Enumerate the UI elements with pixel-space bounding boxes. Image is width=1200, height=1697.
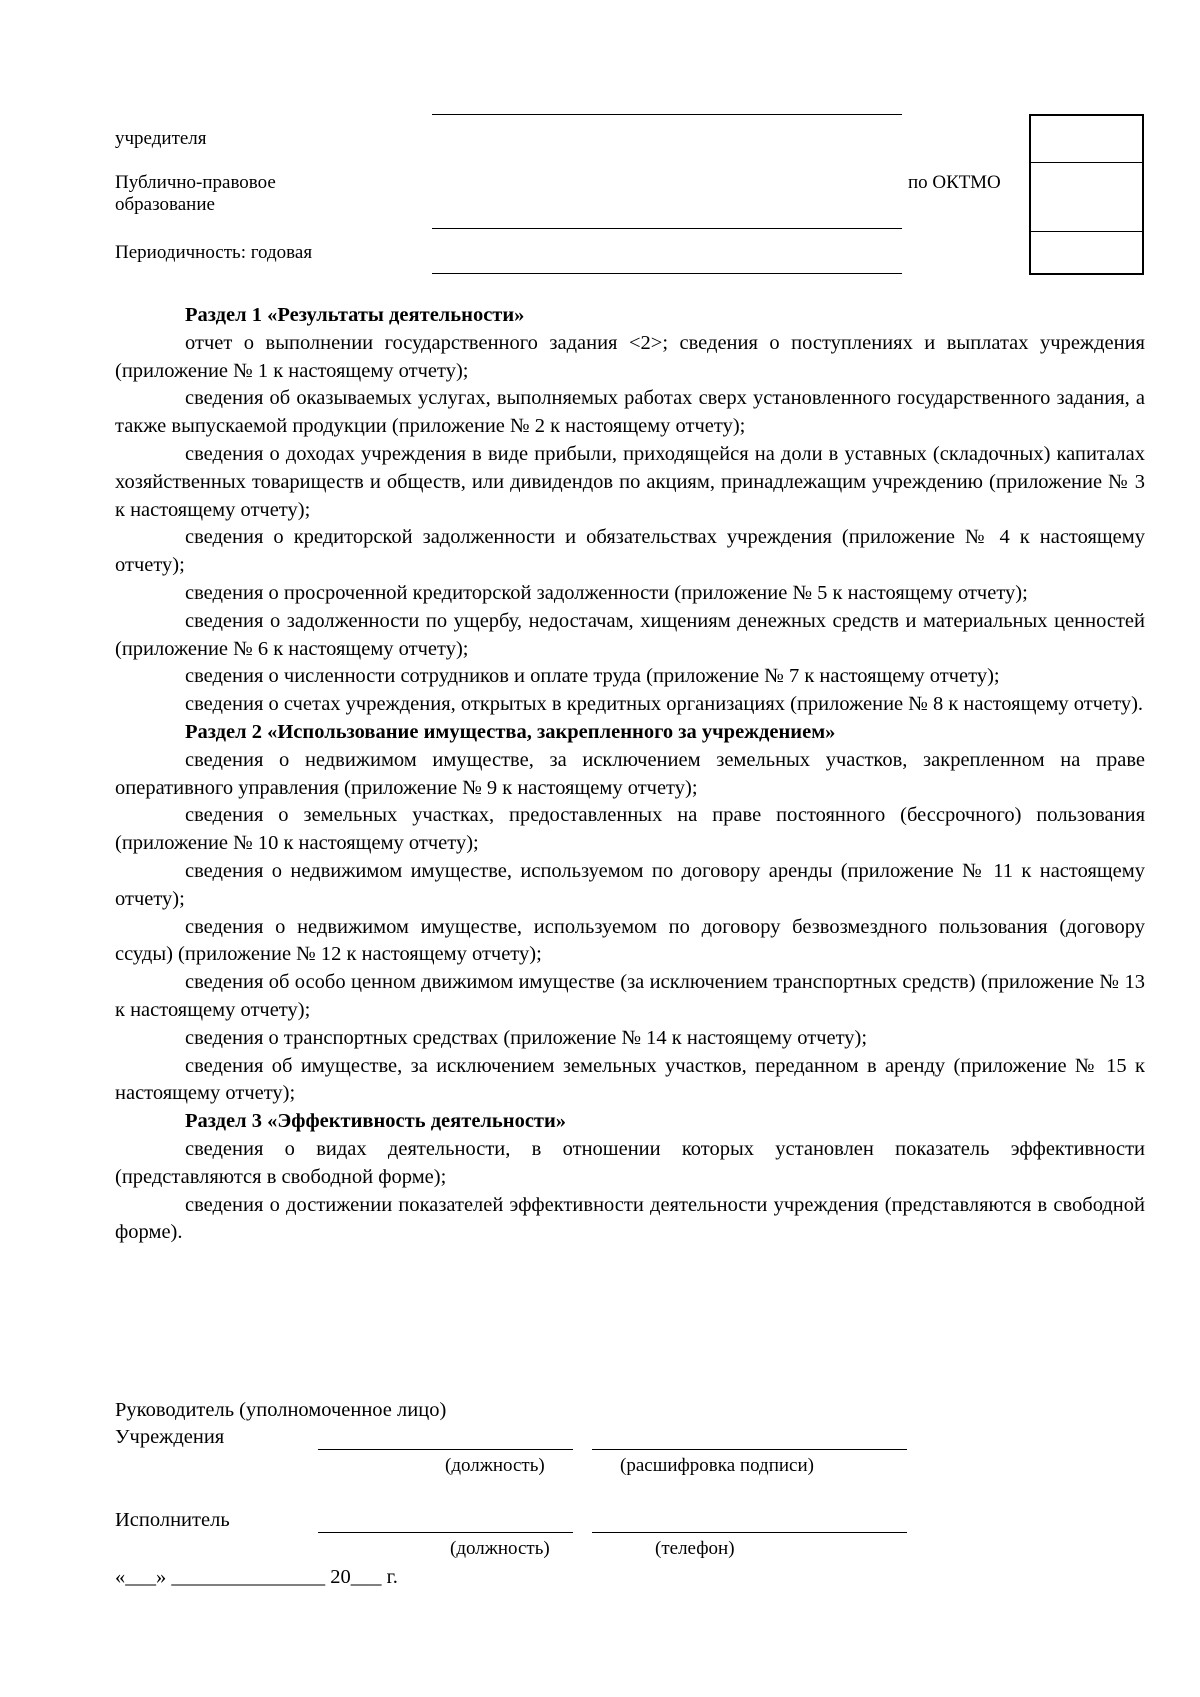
section-2-item: сведения о транспортных средствах (приложение № 14 к настоящему отчету);	[185, 1026, 868, 1049]
head-signature-line	[592, 1449, 907, 1450]
founder-label: учредителя	[115, 128, 207, 149]
section-1-item: сведения о численности сотрудников и оплате труда (приложение № 7 к настоящему отчету);	[185, 665, 1000, 688]
section-2-item: сведения об особо ценном движимом имуществе (за исключением транспортных средств) (приложение № 13 к настоящему отчету);	[115, 971, 1145, 1021]
executor-position-line	[318, 1532, 573, 1533]
head-label-line2: Учреждения	[115, 1426, 225, 1448]
public-entity-label-line2: образование	[115, 194, 215, 215]
section-1-item: сведения об оказываемых услугах, выполняемых работах сверх установленного государственного задания, а также выпускаемой продукции (приложение № 2 к настоящему отчету);	[115, 387, 1145, 438]
head-label-line1: Руководитель (уполномоченное лицо)	[115, 1399, 447, 1421]
section-2-item: сведения о недвижимом имуществе, за исключением земельных участков, закрепленном на праве оперативного управления (приложение № 9 к настоящему отчету);	[115, 748, 1145, 799]
public-entity-line	[432, 228, 902, 229]
head-position-caption: (должность)	[445, 1455, 545, 1476]
report-body	[115, 302, 1145, 1247]
executor-phone-caption: (телефон)	[655, 1538, 735, 1559]
section-1-item: сведения о просроченной кредиторской задолженности (приложение № 5 к настоящему отчету);	[185, 581, 1028, 604]
section-1-item: сведения о счетах учреждения, открытых в кредитных организациях (приложение № 8 к настоящему отчету).	[185, 693, 1144, 716]
periodicity-label: Периодичность: годовая	[115, 242, 313, 263]
executor-label: Исполнитель	[115, 1509, 230, 1531]
executor-phone-line	[592, 1532, 907, 1533]
section-1-item: отчет о выполнении государственного задания <2>; сведения о поступлениях и выплатах учреждения (приложение № 1 к настоящему отчету);	[115, 331, 1145, 382]
oktmo-label: по ОКТМО	[908, 172, 1001, 193]
section-3-item: сведения о видах деятельности, в отношении которых установлен показатель эффективности (представляются в свободной форме);	[115, 1137, 1145, 1188]
section-3-title: Раздел 3 «Эффективность деятельности»	[185, 1110, 567, 1133]
executor-position-caption: (должность)	[450, 1538, 550, 1559]
section-2-item: сведения об имуществе, за исключением земельных участков, переданном в аренду (приложение № 15 к настоящему отчету);	[115, 1054, 1145, 1105]
section-1-title: Раздел 1 «Результаты деятельности»	[185, 304, 525, 326]
section-2-title: Раздел 2 «Использование имущества, закрепленного за учреждением»	[185, 720, 836, 743]
code-cell-founder	[1031, 116, 1142, 163]
head-position-line	[318, 1449, 573, 1450]
section-3-item: сведения о достижении показателей эффективности деятельности учреждения (представляются в свободной форме).	[115, 1193, 1145, 1244]
head-signature-caption: (расшифровка подписи)	[620, 1455, 814, 1476]
section-2-item: сведения о недвижимом имуществе, используемом по договору безвозмездного пользования (договору ссуды) (приложение № 12 к настоящему отчету);	[115, 915, 1145, 966]
founder-line	[432, 114, 902, 115]
public-entity-label	[115, 172, 276, 216]
section-1-item: сведения о кредиторской задолженности и обязательствах учреждения (приложение № 4 к настоящему отчету);	[115, 526, 1145, 577]
section-2-item: сведения о недвижимом имуществе, используемом по договору аренды (приложение № 11 к настоящему отчету);	[115, 859, 1145, 910]
date-line: «___» _______________ 20___ г.	[115, 1566, 398, 1588]
section-2-item: сведения о земельных участках, предоставленных на праве постоянного (бессрочного) пользования (приложение № 10 к настоящему отчету);	[115, 804, 1145, 855]
code-cell-oktmo	[1031, 163, 1142, 232]
code-box	[1029, 114, 1144, 275]
periodicity-line	[432, 273, 902, 274]
section-1-item: сведения о задолженности по ущербу, недостачам, хищениям денежных средств и материальных ценностей (приложение № 6 к настоящему отчету);	[115, 609, 1145, 660]
public-entity-label-line1: Публично-правовое	[115, 172, 276, 193]
code-cell-periodicity	[1031, 232, 1142, 273]
section-1-item: сведения о доходах учреждения в виде прибыли, приходящейся на доли в уставных (складочных) капиталах хозяйственных товариществ и обществ, или дивидендов по акциям, принадлежащим учреждению (приложение № 3 к настоящему отчету);	[115, 442, 1145, 521]
